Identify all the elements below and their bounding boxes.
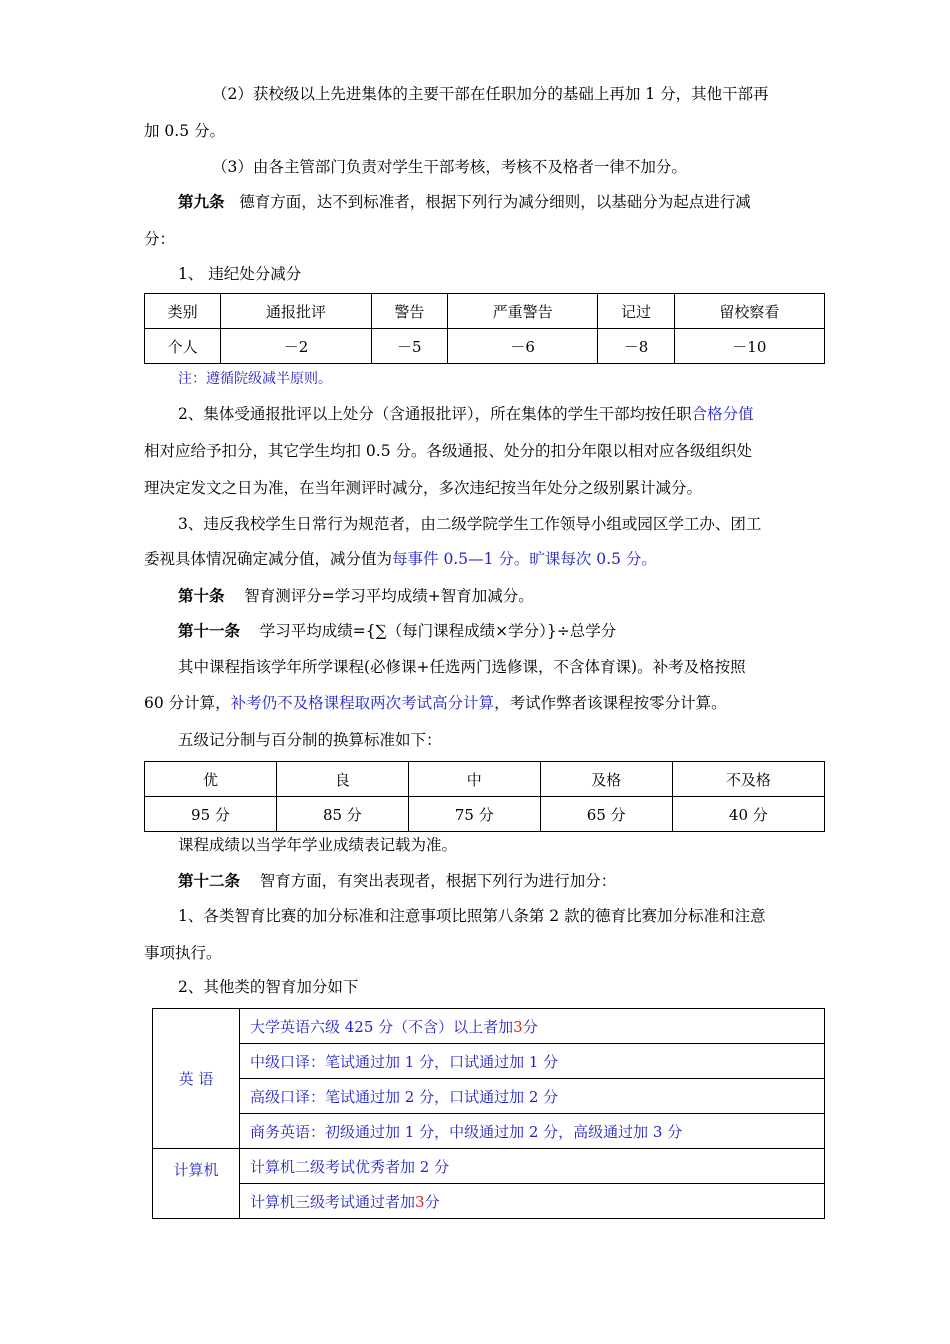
item-3-text: 委视具体情况确定减分值，减分值为 xyxy=(144,550,393,568)
table-row xyxy=(145,797,825,832)
table-cell: 个人 xyxy=(145,329,221,364)
table-cell: －2 xyxy=(221,329,371,364)
bonus-item-business-english: 商务英语：初级通过加 1 分，中级通过加 2 分，高级通过加 3 分 xyxy=(240,1114,825,1149)
item-3-cont xyxy=(144,549,808,569)
table-cell: 95 分 xyxy=(145,797,277,832)
item-3: 3、违反我校学生日常行为规范者，由二级学院学生工作领导小组或园区学工办、团工 xyxy=(178,515,762,533)
article-11-heading: 第十一条 xyxy=(178,621,241,640)
course-definition-cont xyxy=(144,693,808,713)
article-9-text: 德育方面，达不到标准者，根据下列行为减分细则，以基础分为起点进行减 xyxy=(239,193,751,211)
article-10 xyxy=(178,586,842,606)
article-10-text: 智育测评分=学习平均成绩+智育加减分。 xyxy=(244,587,534,605)
item-2 xyxy=(178,404,842,424)
table-cell: －6 xyxy=(448,329,598,364)
table-row xyxy=(153,1009,825,1044)
article-12-item-1-cont: 事项执行。 xyxy=(144,944,222,962)
article-12-text: 智育方面，有突出表现者，根据下列行为进行加分： xyxy=(259,872,617,890)
table-header-cell: 及格 xyxy=(540,762,672,797)
item-2-text: 2、集体受通报批评以上处分（含通报批评），所在集体的学生干部均按任职 xyxy=(178,405,692,423)
item-2-cont-2: 理决定发文之日为准，在当年测评时减分，多次违纪按当年处分之级别累计减分。 xyxy=(144,479,703,497)
article-10-heading: 第十条 xyxy=(178,586,225,605)
bonus-points: 3 xyxy=(513,1017,523,1036)
table-header-cell: 良 xyxy=(276,762,408,797)
table-header-cell: 留校察看 xyxy=(674,294,824,329)
item-2-cont-1: 相对应给予扣分，其它学生均扣 0.5 分。各级通报、处分的扣分年限以相对应各级组织处 xyxy=(144,442,753,460)
article-9-heading: 第九条 xyxy=(178,192,225,211)
table-row xyxy=(145,762,825,797)
table-cell: －8 xyxy=(598,329,674,364)
bonus-item-unit: 分 xyxy=(424,1192,440,1211)
table-cell: －10 xyxy=(674,329,824,364)
penalty-table xyxy=(144,293,825,364)
table-header-cell: 中 xyxy=(408,762,540,797)
paragraph-2-1: （2）获校级以上先进集体的主要干部在任职加分的基础上再加 1 分，其他干部再 xyxy=(212,85,769,103)
table-header-cell: 警告 xyxy=(371,294,447,329)
item-3-highlight: 每事件 0.5—1 分。旷课每次 0.5 分。 xyxy=(392,550,657,568)
bonus-item-text: 计算机三级考试通过者加 xyxy=(250,1192,416,1211)
paragraph-2-1-cont: 加 0.5 分。 xyxy=(144,122,226,140)
table-row xyxy=(145,294,825,329)
paragraph-3: （3）由各主管部门负责对学生干部考核，考核不及格者一律不加分。 xyxy=(212,158,687,176)
bonus-item-text: 大学英语六级 425 分（不含）以上者加 xyxy=(250,1017,514,1036)
item-2-highlight: 合格分值 xyxy=(691,405,754,423)
category-computer: 计算机 xyxy=(153,1149,240,1219)
table-cell: －5 xyxy=(371,329,447,364)
table-header-cell: 优 xyxy=(145,762,277,797)
table-header-cell: 记过 xyxy=(598,294,674,329)
bonus-item-advanced-interp: 高级口译：笔试通过加 2 分，口试通过加 2 分 xyxy=(240,1079,825,1114)
bonus-item-cet6 xyxy=(240,1009,825,1044)
table-row xyxy=(153,1184,825,1219)
article-12 xyxy=(178,871,842,891)
article-9 xyxy=(178,192,842,212)
course-text-1: 60 分计算， xyxy=(144,694,231,712)
course-text-2: ，考试作弊者该课程按零分计算。 xyxy=(494,694,727,712)
table-row xyxy=(153,1114,825,1149)
table-cell: 85 分 xyxy=(276,797,408,832)
table-row xyxy=(145,329,825,364)
article-11 xyxy=(178,621,842,641)
note: 注：遵循院级减半原则。 xyxy=(178,371,332,387)
table-row xyxy=(153,1044,825,1079)
bonus-item-unit: 分 xyxy=(522,1017,538,1036)
grade-conversion-table xyxy=(144,761,825,832)
item-1-heading: 1、 违纪处分减分 xyxy=(178,265,302,283)
bonus-item-intermediate-interp: 中级口译：笔试通过加 1 分，口试通过加 1 分 xyxy=(240,1044,825,1079)
article-11-text: 学习平均成绩={∑（每门课程成绩×学分）}÷总学分 xyxy=(259,622,617,640)
table-row xyxy=(153,1149,825,1184)
article-12-item-1: 1、各类智育比赛的加分标准和注意事项比照第八条第 2 款的德育比赛加分标准和注意 xyxy=(178,907,766,925)
category-english: 英 语 xyxy=(153,1009,240,1149)
table-header-cell: 通报批评 xyxy=(221,294,371,329)
grade-scale-note: 课程成绩以当学年学业成绩表记载为准。 xyxy=(178,836,458,854)
table-cell: 75 分 xyxy=(408,797,540,832)
grade-scale-intro: 五级记分制与百分制的换算标准如下： xyxy=(178,731,442,749)
table-header-cell: 严重警告 xyxy=(448,294,598,329)
bonus-item-computer-level3 xyxy=(240,1184,825,1219)
article-12-heading: 第十二条 xyxy=(178,871,241,890)
table-cell: 65 分 xyxy=(540,797,672,832)
table-cell: 40 分 xyxy=(672,797,824,832)
bonus-item-computer-level2: 计算机二级考试优秀者加 2 分 xyxy=(240,1149,825,1184)
table-header-cell: 类别 xyxy=(145,294,221,329)
table-header-cell: 不及格 xyxy=(672,762,824,797)
bonus-points: 3 xyxy=(415,1192,425,1211)
course-definition: 其中课程指该学年所学课程(必修课+任选两门选修课，不含体育课)。补考及格按照 xyxy=(178,658,746,676)
course-highlight: 补考仍不及格课程取两次考试高分计算 xyxy=(230,694,495,712)
table-row xyxy=(153,1079,825,1114)
bonus-table xyxy=(152,1008,825,1219)
article-9-cont: 分： xyxy=(144,230,176,248)
article-12-item-2: 2、其他类的智育加分如下 xyxy=(178,978,359,996)
